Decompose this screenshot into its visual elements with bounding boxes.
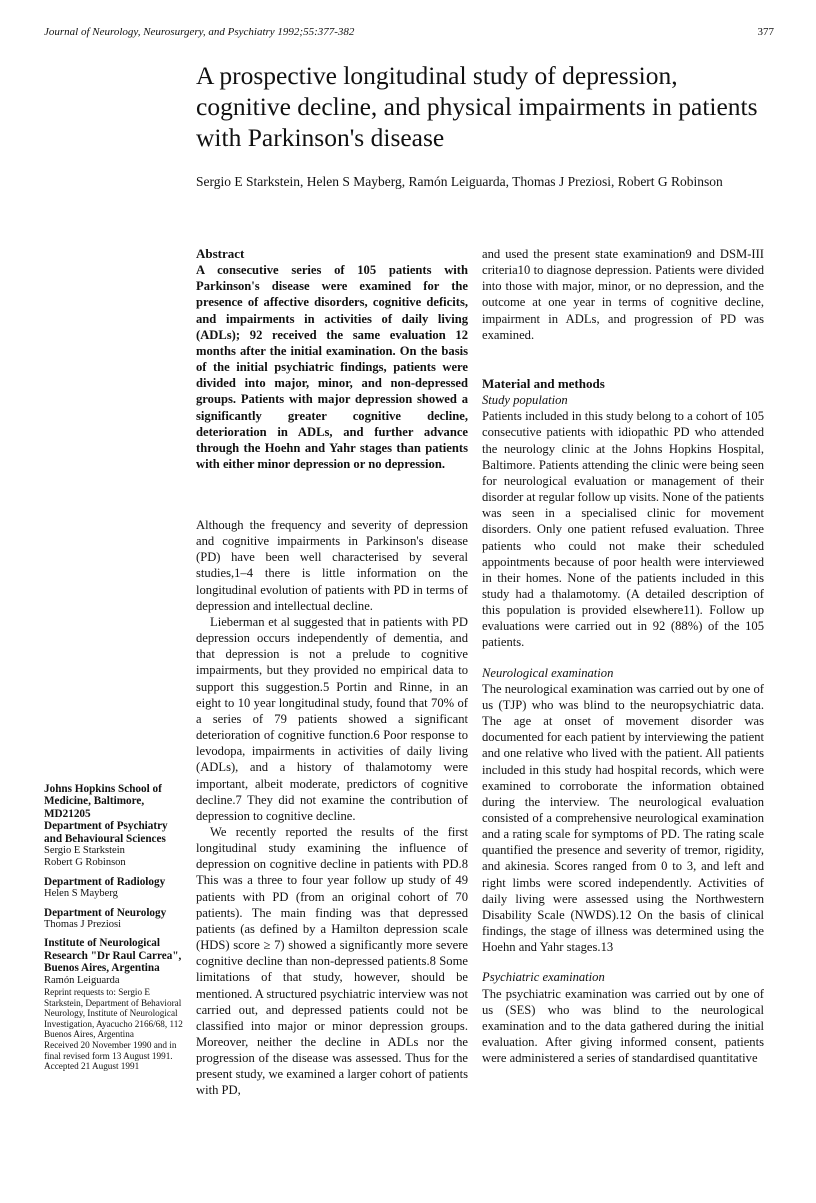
intro-continuation: and used the present state examination9 and DSM-III criteria10 to diagnose depression. Patients were divided into those with major, minor, or no depression, and the outcome at one year in terms of cognitive decline, impairment in ADLs, and progression of PD was examined.	[482, 247, 764, 342]
intro-paragraph-1: Although the frequency and severity of depression and cognitive impairments in Parkinson's disease (PD) have been well characterised by several studies,1–4 there is little information on the longitudinal evolution of patients with PD in terms of depression and intellectual decline.	[196, 518, 468, 613]
right-column	[482, 246, 764, 1066]
accepted-date: Accepted 21 August 1991	[44, 1061, 140, 1072]
affiliation-person: Ramón Leiguarda	[44, 974, 120, 986]
affiliation-person: Thomas J Preziosi	[44, 919, 121, 931]
affiliation-person: Helen S Mayberg	[44, 888, 118, 900]
intro-paragraph-2: Lieberman et al suggested that in patients with PD depression occurs independently of dementia, and that depression is not a prelude to cognitive impairments, but they provided no empirical data to support this suggestion.5 Portin and Rinne, in an eight to 10 year longitudinal study, found that 70% of a series of 79 patients showed a significant deterioration of cognitive function.6 Poor response to levodopa, impairments in activities of daily living (ADLs), and a history of thalamotomy were important, albeit moderate, predictors of cognitive decline.7 They did not examine the contribution of depression to cognitive decline.	[196, 614, 468, 823]
running-header	[44, 26, 774, 38]
neurological-exam-text: The neurological examination was carried out by one of us (TJP) who was blind to the neuropsychiatric data. The age at onset of movement disorder was documented for each patient by interviewing the patient and one relative who lived with the patient. All patients included in this study had hospital records, which were examined to corroborate the information obtained during the interview. The neurological evaluation consisted of a comprehensive neurological examination and a rating scale for symptoms of PD. The rating scale quantified the presence and severity of tremor, rigidity, and akinesia. Scores ranged from 0 to 3, and left and right limbs were scored independently. Activities of daily living were assessed using the Northwestern Disability Scale (NWDS).12 On the basis of clinical findings, the stage of illness was determined using the Hoehn and Yahr stages.13	[482, 681, 764, 955]
page-number: 377	[757, 26, 774, 38]
author-list: Sergio E Starkstein, Helen S Mayberg, Ramón Leiguarda, Thomas J Preziosi, Robert G Robinson	[196, 174, 723, 189]
affiliation-institution: Johns Hopkins School of Medicine, Baltimore, MD21205	[44, 783, 162, 820]
psychiatric-exam-text: The psychiatric examination was carried out by one of us (SES) who was blind to the neurological examination and to the data gathered during the initial evaluation. After giving informed consent, patients were administered a series of standardised quantitative	[482, 986, 764, 1066]
article-title: A prospective longitudinal study of depression, cognitive decline, and physical impairments in patients with Parkinson's disease	[196, 61, 758, 152]
neurological-exam-heading: Neurological examination	[482, 665, 614, 680]
left-column	[196, 246, 468, 472]
psychiatric-exam-heading: Psychiatric examination	[482, 970, 605, 985]
intro-column	[196, 517, 468, 1099]
methods-heading: Material and methods	[482, 375, 605, 391]
journal-citation: Journal of Neurology, Neurosurgery, and Psychiatry 1992;55:377-382	[44, 26, 355, 38]
study-population-text: Patients included in this study belong to a cohort of 105 consecutive patients with idiopathic PD who attended the neurology clinic at the Johns Hopkins Hospital, Baltimore. Patients attending the clinic were being seen for neurological evaluation or management of their disorder at regular follow up visits. None of the patients was seen in a specialised clinic for movement disorders. Only one patient refused evaluation. Three patients who could not make their scheduled appointments because of poor health were interviewed in their homes. None of the patients included in this study had a thalamotomy. (A detailed description of this population is provided elsewhere11). Follow up evaluations were carried out in 92 (88%) of the 105 patients.	[482, 409, 764, 650]
abstract-text: A consecutive series of 105 patients with Parkinson's disease were examined for the presence of affective disorders, cognitive deficits, and impairments in activities of daily living (ADLs); 92 received the same evaluation 12 months after the initial examination. On the basis of the initial psychiatric findings, patients were divided into major, minor, and non-depressed groups. Patients with major depression showed a significantly greater cognitive decline, deterioration in ADLs, and further advance through the Hoehn and Yahr stages than patients with either minor depression or no depression.	[196, 263, 468, 472]
affiliation-department: Department of Psychiatry and Behavioural Sciences	[44, 820, 168, 845]
abstract-heading: Abstract	[196, 246, 245, 261]
received-date: Received 20 November 1990 and in final revised form 13 August 1991.	[44, 1040, 177, 1061]
affiliation-institution: Institute of Neurological Research "Dr Raul Carrea", Buenos Aires, Argentina	[44, 937, 182, 975]
affiliation-department: Department of Radiology	[44, 875, 166, 888]
reprint-requests: Reprint requests to: Sergio E Starkstein, Department of Behavioral Neurology, Institute of Neurological Investigation, Ayacucho 2166/68, 112 Buenos Aires, Argentina	[44, 987, 183, 1040]
intro-paragraph-3: We recently reported the results of the first longitudinal study examining the influence of depression on cognitive decline in patients with PD.8 This was a three to four year follow up study of 49 patients with PD (from an original cohort of 70 patients). The main finding was that depressed patients (as defined by a Hamilton depression scale (HDS) score ≥ 7) showed a significantly more severe cognitive decline than non-depressed patients.8 Some limitations of that study, however, should be mentioned. A structured psychiatric interview was not carried out, and depressed patients could not be classified into major or minor depression groups. Moreover, neither the decline in ADLs nor the progression of the disease was assessed. Thus for the present study, we examined a larger cohort of patients with PD,	[196, 824, 468, 1098]
affiliation-department: Department of Neurology	[44, 906, 167, 919]
affiliation-person: Sergio E Starkstein	[44, 845, 125, 857]
affiliations-sidebar	[44, 783, 184, 1072]
study-population-heading: Study population	[482, 393, 568, 408]
affiliation-person: Robert G Robinson	[44, 857, 126, 869]
